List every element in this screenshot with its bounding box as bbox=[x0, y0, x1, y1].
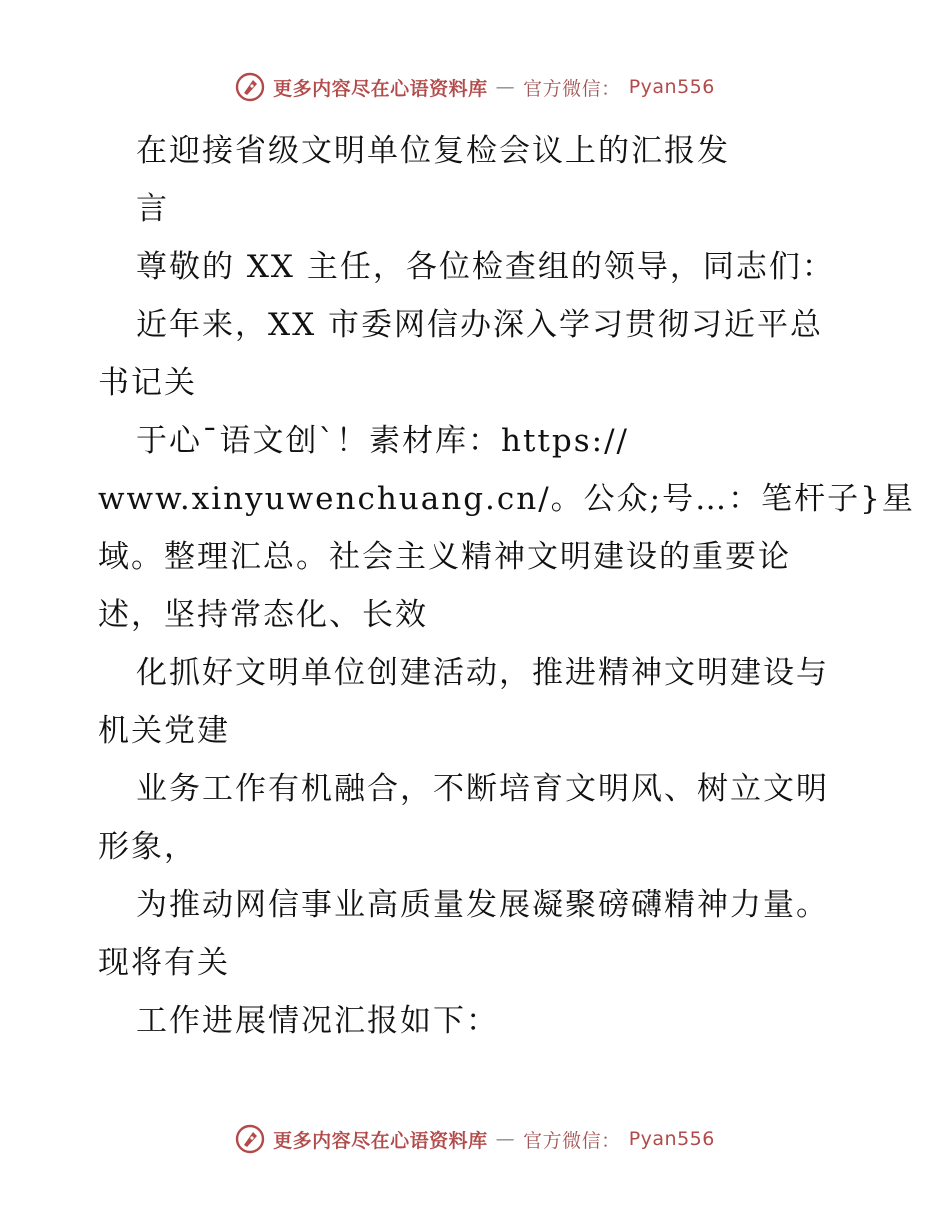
banner-wechat-label: 官方微信： bbox=[523, 1129, 621, 1152]
banner-main-text: 更多内容尽在心语资料库 bbox=[273, 77, 488, 100]
banner-main-text: 更多内容尽在心语资料库 bbox=[273, 1129, 488, 1152]
doc-line: 机关党建 bbox=[98, 713, 230, 749]
banner-wechat-id: Pyan556 bbox=[628, 1128, 715, 1150]
pen-nib-logo-icon bbox=[235, 1124, 265, 1154]
doc-line: 现将有关 bbox=[98, 945, 230, 981]
doc-title-line-2: 言 bbox=[136, 191, 169, 227]
doc-line: 业务工作有机融合，不断培育文明风、树立文明 bbox=[136, 771, 829, 807]
document-body bbox=[98, 122, 915, 1050]
banner-wechat-id: Pyan556 bbox=[628, 76, 715, 98]
header-banner bbox=[0, 72, 950, 102]
doc-line: 为推动网信事业高质量发展凝聚磅礴精神力量。 bbox=[136, 887, 829, 923]
banner-wechat-label: 官方微信： bbox=[523, 77, 621, 100]
doc-line: 述，坚持常态化、长效 bbox=[98, 597, 428, 633]
footer-banner bbox=[0, 1124, 950, 1154]
banner-separator: — bbox=[495, 1128, 516, 1150]
banner-separator: — bbox=[495, 76, 516, 98]
doc-line: 形象， bbox=[98, 829, 197, 865]
doc-line: 近年来，XX 市委网信办深入学习贯彻习近平总 bbox=[136, 307, 823, 343]
doc-line: 于心¯语文创`！素材库：https:// bbox=[136, 423, 629, 459]
doc-salutation: 尊敬的 XX 主任，各位检查组的领导，同志们： bbox=[136, 249, 835, 285]
doc-line: 化抓好文明单位创建活动，推进精神文明建设与 bbox=[136, 655, 829, 691]
doc-line: 工作进展情况汇报如下： bbox=[136, 1003, 499, 1039]
doc-line: www.xinyuwenchuang.cn/。公众;号…：笔杆子}星 bbox=[98, 481, 915, 517]
pen-nib-logo-icon bbox=[235, 72, 265, 102]
doc-title-line-1: 在迎接省级文明单位复检会议上的汇报发 bbox=[136, 133, 730, 169]
doc-line: 域。整理汇总。社会主义精神文明建设的重要论 bbox=[98, 539, 791, 575]
doc-line: 书记关 bbox=[98, 365, 197, 401]
